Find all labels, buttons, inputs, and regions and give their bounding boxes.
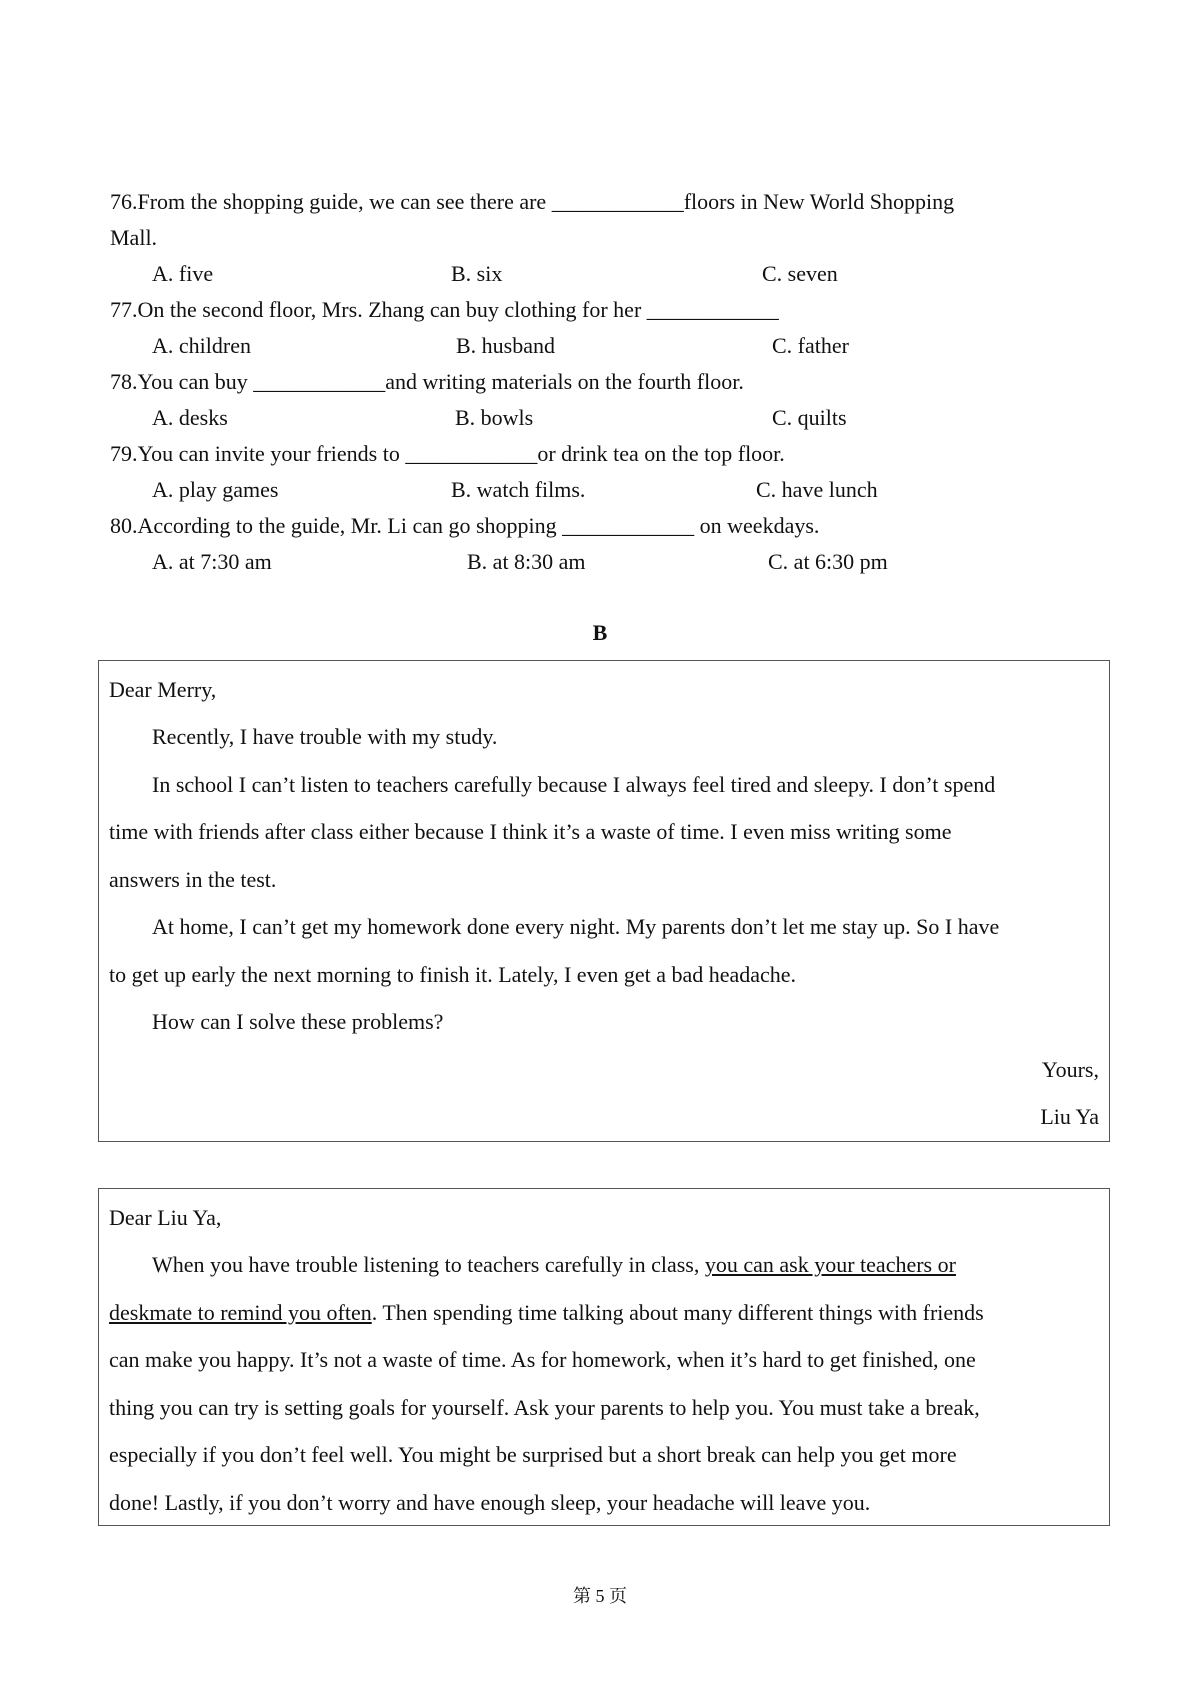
letter-from-liu-ya: [98, 660, 1110, 1142]
q76-option-c[interactable]: C. seven: [762, 261, 838, 286]
question-77-text: 77.On the second floor, Mrs. Zhang can buy clothing for her ____________: [110, 297, 779, 322]
q78-option-c[interactable]: C. quilts: [772, 405, 847, 430]
question-78: [110, 364, 1100, 400]
question-76-continuation: [110, 220, 1100, 256]
letter2-line2: [109, 1289, 1099, 1337]
letter1-paragraph-2-line3: answers in the test.: [109, 867, 277, 892]
letter2-line4: thing you can try is setting goals for yourself. Ask your parents to help you. You must take a break,: [109, 1395, 980, 1420]
letter1-paragraph-3-line2: to get up early the next morning to finish it. Lately, I even get a bad headache.: [109, 962, 797, 987]
letter2-greeting: Dear Liu Ya,: [109, 1205, 222, 1230]
q76-option-b[interactable]: B. six: [451, 261, 503, 286]
letter1-paragraph-4: How can I solve these problems?: [152, 1009, 444, 1034]
letter1-greeting: Dear Merry,: [109, 677, 217, 702]
letter1-signature: Liu Ya: [1040, 1104, 1099, 1129]
q77-option-b[interactable]: B. husband: [456, 333, 555, 358]
letter2-underlined-phrase-part2: deskmate to remind you often: [109, 1300, 372, 1325]
letter2-line1-text: When you have trouble listening to teachers carefully in class,: [152, 1252, 705, 1277]
letter2-line5: especially if you don’t feel well. You might be surprised but a short break can help you get more: [109, 1442, 957, 1467]
q76-option-a[interactable]: A. five: [152, 261, 214, 286]
q79-option-b[interactable]: B. watch films.: [451, 477, 586, 502]
question-80-text: 80.According to the guide, Mr. Li can go shopping ____________ on weekdays.: [110, 513, 820, 538]
letter1-paragraph-1: Recently, I have trouble with my study.: [152, 724, 498, 749]
question-76: [110, 184, 1100, 220]
q80-option-c[interactable]: C. at 6:30 pm: [768, 549, 888, 574]
question-78-text: 78.You can buy ____________and writing materials on the fourth floor.: [110, 369, 744, 394]
page-number: 第 5 页: [573, 1586, 627, 1606]
letter2-line2-text: . Then spending time talking about many different things with friends: [371, 1300, 984, 1325]
letter2-line6: done! Lastly, if you don’t worry and have enough sleep, your headache will leave you.: [109, 1490, 871, 1515]
question-76-text: 76.From the shopping guide, we can see there are ____________floors in New World Shopping: [110, 189, 955, 214]
question-79-text: 79.You can invite your friends to ____________or drink tea on the top floor.: [110, 441, 785, 466]
letter1-closing: Yours,: [1041, 1057, 1099, 1082]
q80-option-a[interactable]: A. at 7:30 am: [152, 549, 272, 574]
letter2-line3: can make you happy. It’s not a waste of time. As for homework, when it’s hard to get finished, one: [109, 1347, 976, 1372]
q78-option-a[interactable]: A. desks: [152, 405, 228, 430]
section-b-title: B: [592, 620, 608, 645]
question-79: [110, 436, 1100, 472]
q80-option-b[interactable]: B. at 8:30 am: [467, 549, 586, 574]
letter1-paragraph-2-line1: In school I can’t listen to teachers carefully because I always feel tired and sleepy. I don’t spend: [152, 772, 996, 797]
letter1-paragraph-2-line2: time with friends after class either because I think it’s a waste of time. I even miss writing some: [109, 819, 952, 844]
letter-to-liu-ya: [98, 1188, 1110, 1526]
q77-option-a[interactable]: A. children: [152, 333, 251, 358]
question-80: [110, 508, 1100, 544]
q79-option-c[interactable]: C. have lunch: [756, 477, 878, 502]
question-76-text-line2: Mall.: [110, 225, 158, 250]
q78-option-b[interactable]: B. bowls: [455, 405, 534, 430]
q77-option-c[interactable]: C. father: [772, 333, 849, 358]
question-77: [110, 292, 1100, 328]
letter2-line1: [109, 1241, 1099, 1289]
q79-option-a[interactable]: A. play games: [152, 477, 279, 502]
letter2-underlined-phrase-part1: you can ask your teachers or: [704, 1252, 956, 1277]
letter1-paragraph-3-line1: At home, I can’t get my homework done every night. My parents don’t let me stay up. So I have: [152, 914, 1000, 939]
